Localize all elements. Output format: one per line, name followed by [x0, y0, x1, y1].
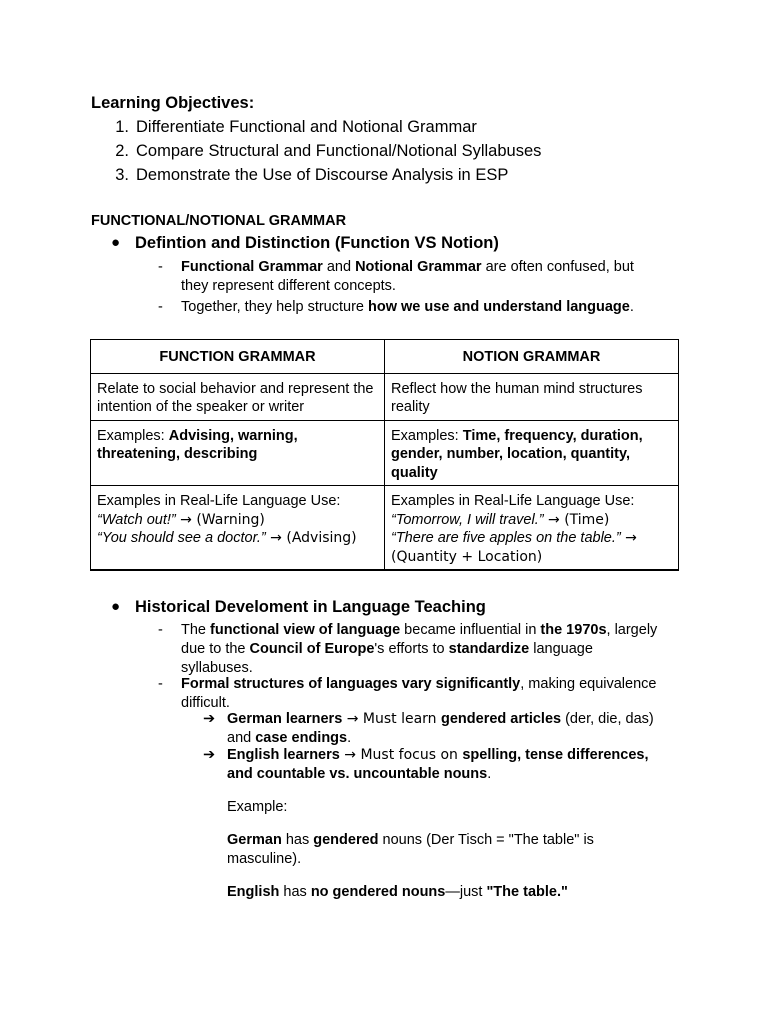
objective-text: Compare Structural and Functional/Notional Syllabuses [136, 142, 542, 160]
text: syllabuses. [181, 660, 253, 676]
table-cell [385, 420, 679, 486]
bold-text: no gendered nouns [310, 884, 446, 900]
bullet-definition [111, 234, 499, 253]
italic-text: “You should see a doctor.” [97, 530, 266, 546]
text: and [322, 259, 356, 275]
text: 's efforts to [374, 641, 449, 657]
text: → Must focus on [339, 747, 463, 763]
table-cell [91, 420, 385, 486]
bullet-text: Defintion and Distinction (Function VS Notion) [135, 234, 499, 252]
text: became influential in [400, 622, 541, 638]
bold-text: the 1970s [540, 622, 607, 638]
text: Examples in Real-Life Language Use: [97, 493, 341, 509]
bold-text: "The table." [486, 884, 568, 900]
bold-text: and countable vs. uncountable nouns [227, 766, 488, 782]
bold-text: Council of Europe [249, 641, 375, 657]
bold-text: spelling, tense differences, [462, 747, 649, 763]
text: are often confused, but [481, 259, 634, 275]
text: has [281, 832, 314, 848]
section-heading: FUNCTIONAL/NOTIONAL GRAMMAR [91, 213, 347, 229]
text: and [227, 730, 256, 746]
text: masculine). [227, 851, 302, 867]
dash-item [158, 298, 661, 317]
bullet-dot-icon: ● [111, 234, 121, 251]
comparison-table [90, 339, 679, 571]
table-row [91, 420, 679, 486]
table-cell: Reflect how the human mind structures reality [385, 373, 679, 420]
italic-text: “Tomorrow, I will travel.” [391, 511, 544, 528]
arrow-bullet-icon: ➔ [203, 747, 216, 763]
text: has [279, 884, 311, 900]
text: → (Time) [543, 511, 610, 528]
example-english [227, 883, 687, 902]
example-german [227, 831, 687, 869]
bold-text: gendered articles [441, 711, 562, 727]
dash-marker: - [158, 259, 163, 275]
dash-item [158, 258, 661, 296]
dash-marker: - [158, 676, 163, 692]
bold-text: gendered [313, 832, 379, 848]
text: → (Warning) [175, 511, 265, 528]
text: The [181, 622, 211, 638]
column-header: NOTION GRAMMAR [385, 340, 679, 374]
table-cell [91, 486, 385, 571]
text: —just [445, 884, 487, 900]
dash-marker: - [158, 622, 163, 638]
text: Examples: [391, 427, 463, 444]
text: → [620, 530, 637, 546]
objective-number: 2. [115, 142, 129, 160]
dash-item [158, 621, 681, 678]
bold-text: Time, frequency, duration, gender, number, location, quantity, quality [391, 427, 643, 481]
text: nouns (Der Tisch = "The table" is [378, 832, 594, 848]
dash-item [158, 675, 681, 713]
bold-text: English [227, 884, 280, 900]
arrow-item [203, 746, 687, 784]
bold-text: German learners [227, 711, 343, 727]
bold-text: German [227, 832, 282, 848]
text: → Must learn [342, 711, 441, 727]
text: . [487, 766, 492, 782]
learning-objectives-title: Learning Objectives: [91, 94, 255, 112]
text: difficult. [181, 695, 230, 711]
italic-text: “There are five apples on the table.” [391, 530, 621, 546]
bullet-dot-icon: ● [111, 598, 121, 615]
table-header-row [91, 340, 679, 374]
bullet-history [111, 598, 486, 617]
bold-text: Advising, warning, threatening, describing [97, 427, 298, 462]
text: . [629, 299, 634, 315]
table-row [91, 373, 679, 420]
arrow-bullet-icon: ➔ [203, 711, 216, 727]
text: Examples: [97, 427, 169, 444]
bullet-text: Historical Develoment in Language Teaching [135, 598, 486, 616]
objective-text: Demonstrate the Use of Discourse Analysis in ESP [136, 166, 509, 184]
arrow-item [203, 710, 687, 748]
table-cell [385, 486, 679, 571]
table-cell: Relate to social behavior and represent the intention of the speaker or writer [91, 373, 385, 420]
bold-text: Functional Grammar [181, 259, 323, 275]
bold-text: Formal structures of languages vary significantly [181, 676, 521, 692]
bold-text: functional view of language [210, 622, 401, 638]
text: . [347, 730, 352, 746]
column-header: FUNCTION GRAMMAR [91, 340, 385, 374]
text: → (Advising) [265, 530, 357, 546]
text: Together, they help structure [181, 299, 368, 315]
text: , largely [606, 622, 658, 638]
objective-text: Differentiate Functional and Notional Grammar [136, 118, 477, 136]
bold-text: case endings [255, 730, 348, 746]
objective-number: 1. [115, 118, 129, 136]
example-label: Example: [227, 799, 288, 815]
bold-text: how we use and understand language [368, 299, 630, 315]
table-row [91, 486, 679, 571]
text: (der, die, das) [561, 711, 654, 727]
text: (Quantity + Location) [391, 548, 543, 565]
objective-number: 3. [115, 166, 129, 184]
text: due to the [181, 641, 250, 657]
bold-text: Notional Grammar [355, 259, 482, 275]
text: Examples in Real-Life Language Use: [391, 493, 635, 509]
italic-text: “Watch out!” [97, 511, 176, 528]
dash-marker: - [158, 299, 163, 315]
text: , making equivalence [520, 676, 657, 692]
bold-text: English learners [227, 747, 340, 763]
text: they represent different concepts. [181, 278, 396, 294]
text: language [529, 641, 593, 657]
bold-text: standardize [448, 641, 530, 657]
